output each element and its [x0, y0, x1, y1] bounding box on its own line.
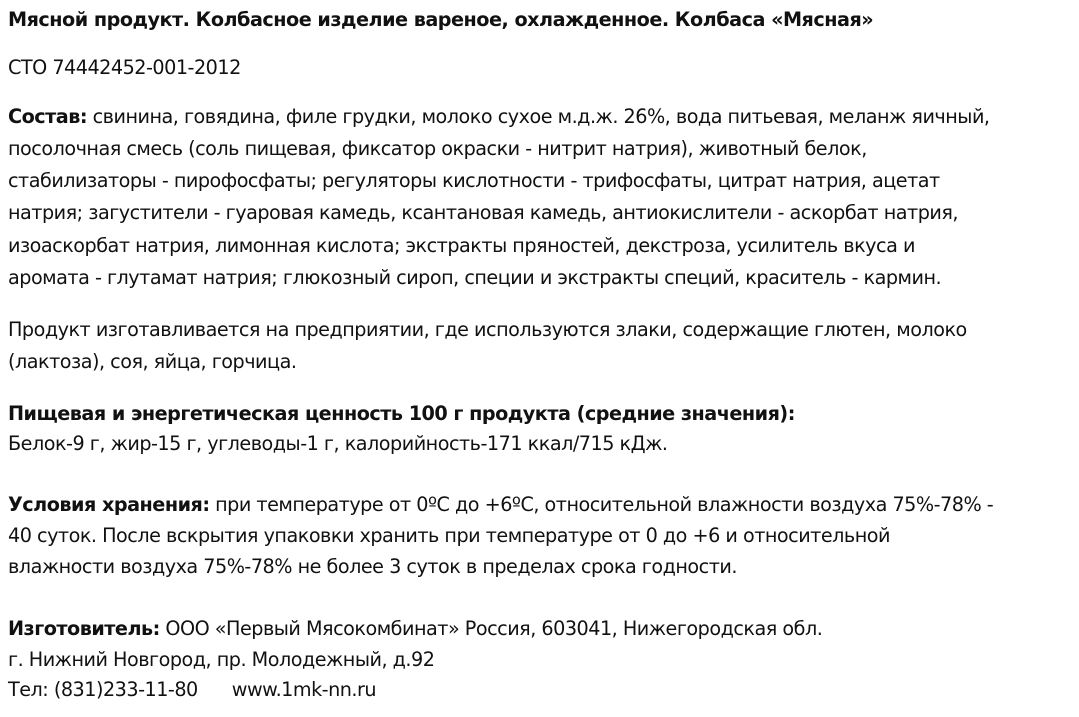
storage-label: Условия хранения:	[8, 493, 210, 516]
phone-number: Тел: (831)233-11-80	[8, 678, 198, 701]
allergens-line-1: Продукт изготавливается на предприятии, где используются злаки, содержащие глютен, молоко	[8, 318, 967, 341]
composition-line-1	[8, 105, 990, 129]
manufacturer-label: Изготовитель:	[8, 617, 160, 640]
composition-line-4: натрия; загустители - гуаровая камедь, ксантановая камедь, антиокислители - аскорбат натрия,	[8, 201, 958, 224]
composition-line-6: аромата - глутамат натрия; глюкозный сироп, специи и экстракты специй, краситель - кармин.	[8, 266, 942, 289]
storage-line-1	[8, 493, 993, 517]
manufacturer-contacts	[8, 678, 376, 702]
manufacturer-text-1: ООО «Первый Мясокомбинат» Россия, 603041, Нижегородская обл.	[159, 617, 823, 640]
allergens-line-2: (лактоза), соя, яйца, горчица.	[8, 350, 297, 373]
standard-code: СТО 74442452-001-2012	[8, 56, 241, 79]
storage-text-1: при температуре от 0ºС до +6ºС, относительной влажности воздуха 75%-78% -	[209, 493, 994, 516]
nutrition-values: Белок-9 г, жир-15 г, углеводы-1 г, калорийность-171 ккал/715 кДж.	[8, 432, 668, 455]
composition-line-5: изоаскорбат натрия, лимонная кислота; экстракты пряностей, декстроза, усилитель вкуса и	[8, 234, 915, 257]
composition-text-1: свинина, говядина, филе грудки, молоко сухое м.д.ж. 26%, вода питьевая, меланж яичный,	[87, 105, 990, 128]
storage-line-3: влажности воздуха 75%-78% не более 3 суток в пределах срока годности.	[8, 555, 737, 578]
composition-label: Состав:	[8, 105, 88, 128]
composition-line-2: посолочная смесь (соль пищевая, фиксатор окраски - нитрит натрия), животный белок,	[8, 137, 867, 160]
product-title: Мясной продукт. Колбасное изделие вареное, охлажденное. Колбаса «Мясная»	[8, 8, 874, 31]
nutrition-heading: Пищевая и энергетическая ценность 100 г продукта (средние значения):	[8, 402, 795, 425]
manufacturer-line-1	[8, 617, 822, 641]
storage-line-2: 40 суток. После вскрытия упаковки хранить при температуре от 0 до +6 и относительной	[8, 524, 890, 547]
website-link[interactable]: www.1mk-nn.ru	[231, 678, 377, 701]
manufacturer-address: г. Нижний Новгород, пр. Молодежный, д.92	[8, 648, 435, 671]
composition-line-3: стабилизаторы - пирофосфаты; регуляторы кислотности - трифосфаты, цитрат натрия, ацетат	[8, 169, 940, 192]
